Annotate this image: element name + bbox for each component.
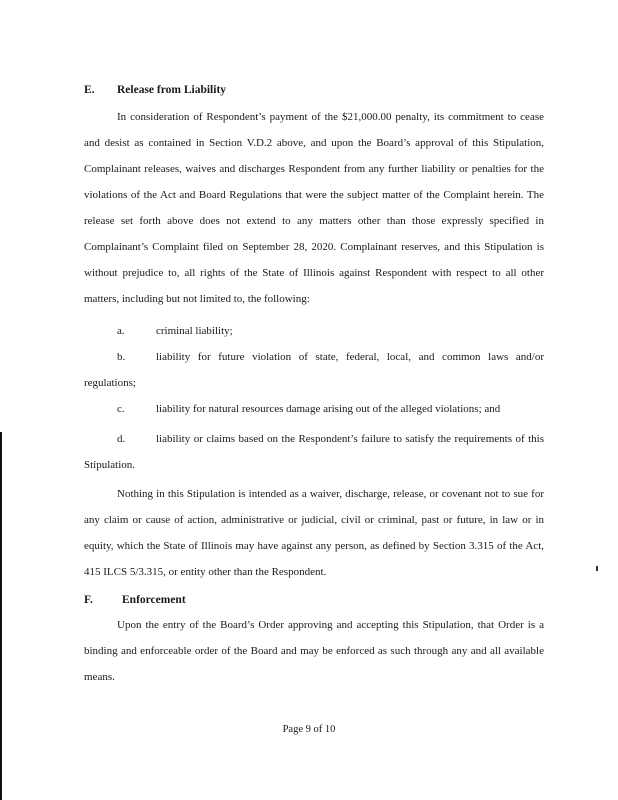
list-item-b-text: liability for future violation of state, federal, local, and common laws and/or regulations; [84,351,544,389]
list-item-b [84,344,544,396]
section-f-title: Enforcement [122,594,186,606]
page-number: Page 9 of 10 [282,724,336,735]
section-e-heading [84,84,384,100]
list-item-c-text: liability for natural resources damage arising out of the alleged violations; and [156,403,501,415]
list-item-d-mark: d. [117,433,126,445]
list-item-d [84,426,544,478]
list-item-c [84,396,544,422]
section-f-heading [84,594,384,610]
section-f-paragraph: Upon the entry of the Board’s Order approving and accepting this Stipulation, that Order is a binding and enforceable order of the Board and may be enforced as such through any and all available means. [84,619,544,683]
scan-edge-mark [0,432,2,800]
list-item-a-text: criminal liability; [156,325,233,337]
section-f-letter: F. [84,594,93,606]
section-e-paragraph: In consideration of Respondent’s payment of the $21,000.00 penalty, its commitment to cease and desist as contained in Section V.D.2 above, and upon the Board’s approval of this Stipulation, Complainant releases, waives and discharges Respondent from any further liability or penalties for the violations of the Act and Board Regulations that were the subject matter of the Complaint herein. The release set forth above does not extend to any matters other than those expressly specified in Complainant’s Complaint filed on September 28, 2020. Complainant reserves, and this Stipulation is without prejudice to, all rights of the State of Illinois against Respondent with respect to all other matters, including but not limited to, the following: [84,111,544,305]
list-item-c-mark: c. [117,403,125,415]
list-item-b-mark: b. [117,351,126,363]
list-item-d-text: liability or claims based on the Respondent’s failure to satisfy the requirements of this Stipulation. [84,433,544,471]
list-item-a-mark: a. [117,325,125,337]
section-e-paragraph-2: Nothing in this Stipulation is intended as a waiver, discharge, release, or covenant not to sue for any claim or cause of action, administrative or judicial, civil or criminal, past or future, in law or in equity, which the State of Illinois may have against any person, as defined by Section 3.315 of the Act, 415 ILCS 5/3.315, or entity other than the Respondent. [84,488,544,578]
list-item-a [84,318,544,344]
section-e-title: Release from Liability [117,84,227,96]
section-e-letter: E. [84,84,95,96]
scan-tick-mark [596,566,598,571]
